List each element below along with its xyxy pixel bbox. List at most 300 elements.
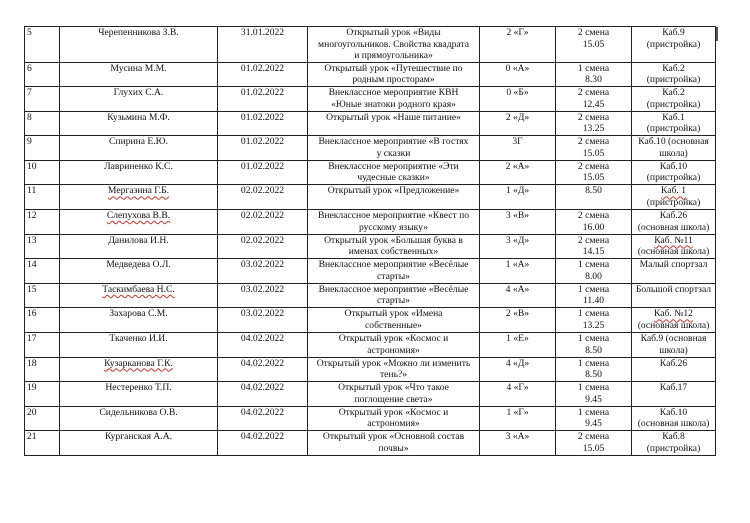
- room-cell-text: (пристройка): [646, 38, 701, 50]
- class-cell-text: 1 «Д»: [505, 185, 530, 197]
- shift-time-cell: [556, 27, 632, 63]
- shift-time-cell-text: 1 смена: [577, 62, 610, 74]
- shift-time-cell: [556, 431, 632, 456]
- table-row: [25, 431, 716, 456]
- event-cell: [308, 357, 480, 382]
- shift-time-cell: [556, 308, 632, 333]
- row-number-cell-text: 17: [27, 333, 37, 345]
- room-cell-text: Каб. №12: [654, 308, 693, 320]
- date-cell: [218, 259, 308, 284]
- event-cell: [308, 136, 480, 161]
- event-cell: [308, 27, 480, 63]
- shift-time-cell: [556, 259, 632, 284]
- teacher-name-cell: [60, 308, 218, 333]
- room-cell-text: Каб.17: [659, 382, 688, 394]
- row-number-cell-text: 19: [27, 382, 37, 394]
- teacher-name-cell: [60, 382, 218, 407]
- teacher-name-cell: [60, 160, 218, 185]
- row-number-cell: [25, 160, 60, 185]
- shift-time-cell-text: 1 смена: [577, 283, 610, 295]
- class-cell: [480, 234, 556, 259]
- teacher-name-cell: [60, 136, 218, 161]
- room-cell: [632, 283, 716, 308]
- teacher-name-cell-text: Черепенникова З.В.: [98, 27, 179, 38]
- date-cell: [218, 27, 308, 63]
- event-cell-text: и прямоугольника»: [354, 50, 433, 61]
- row-number-cell: [25, 308, 60, 333]
- table-row: [25, 259, 716, 284]
- teacher-name-cell: [60, 185, 218, 210]
- shift-time-cell-text: 15.05: [582, 147, 605, 159]
- row-number-cell-text: 10: [27, 160, 37, 172]
- shift-time-cell-text: 2 смена: [577, 431, 610, 443]
- class-cell-text: 2 «Д»: [505, 111, 530, 123]
- shift-time-cell: [556, 62, 632, 87]
- date-cell: [218, 185, 308, 210]
- class-cell: [480, 27, 556, 63]
- date-cell-text: 02.02.2022: [240, 234, 285, 246]
- teacher-name-cell: [60, 27, 218, 63]
- teacher-name-cell-text: Ткаченко И.И.: [109, 333, 168, 345]
- shift-time-cell-text: 1 смена: [577, 406, 610, 418]
- shift-time-cell-text: 13.25: [582, 319, 605, 331]
- table-row: [25, 283, 716, 308]
- shift-time-cell-text: 13.25: [582, 123, 605, 135]
- class-cell: [480, 62, 556, 87]
- event-cell: [308, 431, 480, 456]
- row-number-cell: [25, 87, 60, 112]
- date-cell: [218, 136, 308, 161]
- row-number-cell-text: 14: [27, 259, 37, 271]
- class-cell: [480, 406, 556, 431]
- teacher-name-cell-text: Захарова С.М.: [109, 308, 168, 320]
- class-cell: [480, 185, 556, 210]
- event-cell-text: Открытый урок «Что такое: [338, 382, 449, 394]
- teacher-name-cell-text: Слепухова В.В.: [106, 210, 171, 222]
- date-cell: [218, 62, 308, 87]
- date-cell: [218, 431, 308, 456]
- room-cell: [632, 234, 716, 259]
- date-cell-text: 04.02.2022: [240, 382, 285, 394]
- event-cell-text: астрономия»: [367, 344, 420, 356]
- event-cell-text: «Юные знатоки родного края»: [331, 98, 456, 110]
- event-cell-text: астрономия»: [367, 418, 420, 430]
- class-cell: [480, 283, 556, 308]
- date-cell: [218, 87, 308, 112]
- date-cell: [218, 357, 308, 382]
- shift-time-cell-text: 2 смена: [577, 136, 610, 148]
- room-cell-text: Каб.26: [659, 357, 688, 369]
- class-cell: [480, 357, 556, 382]
- event-cell-text: почвы»: [378, 442, 409, 454]
- class-cell: [480, 259, 556, 284]
- class-cell-text: 4 «А»: [505, 283, 530, 295]
- teacher-name-cell-text: Данилова И.Н.: [108, 234, 169, 246]
- date-cell-text: 04.02.2022: [240, 333, 285, 345]
- date-cell-text: 01.02.2022: [240, 111, 285, 123]
- date-cell: [218, 333, 308, 358]
- class-cell-text: 3 «А»: [505, 431, 530, 443]
- class-cell-text: 3 «В»: [505, 210, 530, 222]
- room-cell: [632, 62, 716, 87]
- event-cell-text: Внеклассное мероприятие «В гостях: [318, 136, 469, 148]
- event-cell-text: Открытый урок «Можно ли изменить: [316, 357, 471, 369]
- shift-time-cell-text: 11.40: [582, 295, 605, 307]
- shift-time-cell-text: 1 смена: [577, 308, 610, 320]
- shift-time-cell-text: 15.05: [582, 172, 605, 184]
- teacher-name-cell-text: Курганская А.А.: [104, 431, 173, 443]
- room-cell-text: Каб.8: [662, 431, 685, 443]
- row-number-cell: [25, 406, 60, 431]
- class-cell-text: 2 «А»: [505, 160, 530, 172]
- room-cell-text: Каб.10 (основная: [638, 136, 709, 148]
- row-number-cell-text: 7: [27, 87, 32, 99]
- teacher-name-cell: [60, 62, 218, 87]
- room-cell-text: (пристройка): [646, 123, 701, 135]
- shift-time-cell-text: 1 смена: [577, 333, 610, 345]
- class-cell-text: 1 «А»: [505, 259, 530, 271]
- room-cell-text: Каб.1: [662, 111, 685, 123]
- room-cell-text: Большой спортзал: [635, 283, 712, 295]
- event-cell: [308, 333, 480, 358]
- date-cell: [218, 234, 308, 259]
- class-cell: [480, 382, 556, 407]
- teacher-name-cell: [60, 431, 218, 456]
- room-cell-text: Каб.2: [662, 87, 685, 99]
- row-number-cell-text: 16: [27, 308, 37, 320]
- row-number-cell-text: 18: [27, 357, 37, 369]
- table-row: [25, 357, 716, 382]
- event-cell-text: Открытый урок «Имена: [344, 308, 443, 320]
- shift-time-cell-text: 15.05: [582, 442, 605, 454]
- room-cell: [632, 431, 716, 456]
- room-cell-text: школа): [659, 147, 688, 159]
- room-cell-text: Каб.10: [659, 406, 688, 418]
- date-cell: [218, 210, 308, 235]
- event-cell-text: многоугольников. Свойства квадрата: [318, 38, 469, 50]
- class-cell: [480, 160, 556, 185]
- shift-time-cell: [556, 185, 632, 210]
- room-cell: [632, 406, 716, 431]
- room-cell-text: (пристройка): [646, 172, 701, 184]
- date-cell: [218, 283, 308, 308]
- event-cell-text: Внеклассное мероприятие «Квест по: [317, 210, 470, 222]
- event-cell-text: старты»: [377, 295, 410, 307]
- room-cell: [632, 160, 716, 185]
- teacher-name-cell: [60, 111, 218, 136]
- class-cell-text: 0 «А»: [505, 62, 530, 74]
- class-cell: [480, 210, 556, 235]
- date-cell: [218, 382, 308, 407]
- shift-time-cell: [556, 357, 632, 382]
- date-cell-text: 01.02.2022: [240, 136, 285, 148]
- date-cell-text: 02.02.2022: [240, 210, 285, 222]
- table-row: [25, 160, 716, 185]
- row-number-cell: [25, 136, 60, 161]
- row-number-cell: [25, 185, 60, 210]
- shift-time-cell: [556, 136, 632, 161]
- row-number-cell-text: 11: [27, 185, 37, 197]
- table-row: [25, 406, 716, 431]
- class-cell-text: 3Г: [512, 136, 523, 148]
- shift-time-cell-text: 8.00: [585, 270, 602, 282]
- room-cell-text: (пристройка): [646, 98, 701, 110]
- table-row: [25, 87, 716, 112]
- class-cell-text: 4 «Д»: [505, 357, 530, 369]
- room-cell-text: Каб.2: [662, 62, 685, 74]
- row-number-cell-text: 9: [27, 136, 32, 148]
- shift-time-cell-text: 16.00: [582, 221, 605, 233]
- schedule-rows: [25, 27, 716, 456]
- shift-time-cell-text: 15.05: [582, 38, 605, 50]
- teacher-name-cell: [60, 259, 218, 284]
- shift-time-cell-text: 1 смена: [577, 382, 610, 394]
- class-cell: [480, 136, 556, 161]
- class-cell: [480, 308, 556, 333]
- shift-time-cell: [556, 382, 632, 407]
- row-number-cell: [25, 234, 60, 259]
- row-number-cell: [25, 382, 60, 407]
- row-number-cell: [25, 62, 60, 87]
- event-cell-text: у сказки: [376, 147, 411, 159]
- event-cell-text: тень?»: [379, 369, 407, 381]
- shift-time-cell-text: 14.15: [582, 246, 605, 258]
- shift-time-cell-text: 2 смена: [577, 210, 610, 222]
- shift-time-cell-text: 2 смена: [577, 27, 610, 38]
- row-number-cell: [25, 111, 60, 136]
- event-cell-text: поглощение света»: [354, 393, 433, 405]
- teacher-name-cell: [60, 210, 218, 235]
- room-cell-text: Малый спортзал: [639, 259, 708, 271]
- date-cell-text: 31.01.2022: [240, 27, 285, 38]
- room-cell: [632, 357, 716, 382]
- room-cell: [632, 185, 716, 210]
- event-cell-text: русскому языку»: [358, 221, 429, 233]
- class-cell-text: 1 «Е»: [506, 333, 529, 345]
- date-cell: [218, 406, 308, 431]
- event-cell-text: Открытый урок «Космос и: [338, 333, 449, 345]
- date-cell-text: 04.02.2022: [240, 357, 285, 369]
- row-number-cell: [25, 333, 60, 358]
- row-number-cell: [25, 259, 60, 284]
- room-cell-text: Каб.26: [659, 210, 688, 222]
- event-cell-text: Внеклассное мероприятие «Весёлые: [318, 283, 469, 295]
- page-edge-mark: [716, 27, 718, 41]
- row-number-cell-text: 21: [27, 431, 37, 443]
- date-cell-text: 02.02.2022: [240, 185, 285, 197]
- table-row: [25, 136, 716, 161]
- event-cell: [308, 111, 480, 136]
- room-cell-text: (основная школа): [637, 221, 710, 233]
- event-cell-text: именах собственных»: [348, 246, 439, 258]
- event-cell-text: Открытый урок «Основной состав: [322, 431, 465, 443]
- shift-time-cell: [556, 333, 632, 358]
- teacher-name-cell: [60, 333, 218, 358]
- room-cell: [632, 27, 716, 63]
- shift-time-cell-text: 12.45: [582, 98, 605, 110]
- shift-time-cell-text: 9.45: [585, 393, 602, 405]
- event-cell-text: старты»: [377, 270, 410, 282]
- room-cell-text: Каб.9: [662, 27, 685, 38]
- class-cell: [480, 431, 556, 456]
- room-cell-text: Каб. №11: [654, 234, 693, 246]
- table-row: [25, 111, 716, 136]
- class-cell-text: 3 «Д»: [505, 234, 530, 246]
- event-cell: [308, 62, 480, 87]
- room-cell: [632, 259, 716, 284]
- event-cell-text: Открытый урок «Космос и: [338, 406, 449, 418]
- shift-time-cell-text: 2 смена: [577, 111, 610, 123]
- class-cell: [480, 87, 556, 112]
- event-cell: [308, 160, 480, 185]
- event-cell-text: чудесные сказки»: [357, 172, 430, 184]
- room-cell-text: (пристройка): [646, 196, 701, 208]
- teacher-name-cell-text: Мергазина Г.Б.: [107, 185, 170, 197]
- class-cell-text: 2 «В»: [505, 308, 530, 320]
- teacher-name-cell-text: Медведева О.Л.: [106, 259, 171, 271]
- shift-time-cell-text: 1 смена: [577, 357, 610, 369]
- event-cell: [308, 210, 480, 235]
- shift-time-cell-text: 2 смена: [577, 160, 610, 172]
- row-number-cell-text: 5: [27, 27, 32, 38]
- shift-time-cell-text: 2 смена: [577, 234, 610, 246]
- teacher-name-cell-text: Кузьмина М.Ф.: [107, 111, 170, 123]
- row-number-cell: [25, 27, 60, 63]
- teacher-name-cell-text: Таскимбаева Н.С.: [102, 283, 175, 295]
- event-cell: [308, 259, 480, 284]
- row-number-cell-text: 13: [27, 234, 37, 246]
- date-cell: [218, 308, 308, 333]
- teacher-name-cell: [60, 283, 218, 308]
- shift-time-cell: [556, 160, 632, 185]
- date-cell-text: 03.02.2022: [240, 308, 285, 320]
- table-row: [25, 333, 716, 358]
- room-cell: [632, 87, 716, 112]
- class-cell-text: 4 «Г»: [506, 382, 529, 394]
- date-cell-text: 01.02.2022: [240, 62, 285, 74]
- table-row: [25, 210, 716, 235]
- room-cell: [632, 210, 716, 235]
- event-cell-text: Открытый урок «Наше питание»: [326, 111, 461, 123]
- room-cell-text: (основная школа): [637, 319, 710, 331]
- table-row: [25, 308, 716, 333]
- event-cell: [308, 185, 480, 210]
- shift-time-cell-text: 8.50: [585, 185, 602, 197]
- row-number-cell-text: 8: [27, 111, 32, 123]
- room-cell-text: Каб.10: [659, 160, 688, 172]
- shift-time-cell: [556, 283, 632, 308]
- table-row: [25, 27, 716, 63]
- table-row: [25, 234, 716, 259]
- row-number-cell-text: 6: [27, 62, 32, 74]
- event-cell-text: Открытый урок «Предложение»: [327, 185, 460, 197]
- row-number-cell-text: 12: [27, 210, 37, 222]
- row-number-cell: [25, 210, 60, 235]
- table-row: [25, 382, 716, 407]
- room-cell-text: Каб.9 (основная: [640, 333, 707, 345]
- row-number-cell-text: 20: [27, 406, 37, 418]
- table-row: [25, 185, 716, 210]
- class-cell-text: 0 «Б»: [506, 87, 529, 99]
- teacher-name-cell-text: Кузарканова Г.К.: [104, 357, 173, 369]
- event-cell: [308, 308, 480, 333]
- row-number-cell: [25, 431, 60, 456]
- class-cell: [480, 111, 556, 136]
- event-cell: [308, 234, 480, 259]
- teacher-name-cell-text: Глухих С.А.: [113, 87, 164, 99]
- room-cell: [632, 382, 716, 407]
- teacher-name-cell-text: Спирина Е.Ю.: [109, 136, 168, 148]
- table-row: [25, 62, 716, 87]
- room-cell-text: школа): [659, 344, 688, 356]
- date-cell-text: 04.02.2022: [240, 431, 285, 443]
- event-cell: [308, 87, 480, 112]
- room-cell-text: (пристройка): [646, 442, 701, 454]
- row-number-cell-text: 15: [27, 283, 37, 295]
- class-cell: [480, 333, 556, 358]
- room-cell-text: (основная школа): [637, 418, 710, 430]
- teacher-name-cell-text: Лавриненко К.С.: [104, 160, 173, 172]
- teacher-name-cell: [60, 357, 218, 382]
- shift-time-cell: [556, 87, 632, 112]
- shift-time-cell-text: 9.45: [585, 418, 602, 430]
- teacher-name-cell-text: Сидельникова О.В.: [99, 406, 178, 418]
- shift-time-cell: [556, 234, 632, 259]
- event-cell-text: Внеклассное мероприятие «Весёлые: [318, 259, 469, 271]
- room-cell-text: (пристройка): [646, 74, 701, 85]
- event-cell-text: собственные»: [365, 319, 422, 331]
- schedule-table: [24, 26, 716, 456]
- shift-time-cell: [556, 210, 632, 235]
- event-cell-text: Внеклассное мероприятие КВН: [328, 87, 459, 99]
- row-number-cell: [25, 357, 60, 382]
- shift-time-cell-text: 8.30: [585, 74, 602, 85]
- date-cell-text: 01.02.2022: [240, 87, 285, 99]
- room-cell: [632, 333, 716, 358]
- shift-time-cell-text: 8.50: [585, 344, 602, 356]
- event-cell-text: Внеклассное мероприятие «Эти: [328, 160, 459, 172]
- event-cell: [308, 283, 480, 308]
- teacher-name-cell-text: Мусина М.М.: [110, 62, 167, 74]
- room-cell-text: (основная школа): [637, 246, 710, 258]
- event-cell-text: Открытый урок «Большая буква в: [324, 234, 463, 246]
- room-cell: [632, 136, 716, 161]
- date-cell: [218, 160, 308, 185]
- room-cell: [632, 111, 716, 136]
- shift-time-cell: [556, 111, 632, 136]
- event-cell: [308, 406, 480, 431]
- shift-time-cell-text: 2 смена: [577, 87, 610, 99]
- date-cell-text: 03.02.2022: [240, 283, 285, 295]
- shift-time-cell-text: 8.50: [585, 369, 602, 381]
- date-cell-text: 01.02.2022: [240, 160, 285, 172]
- teacher-name-cell: [60, 234, 218, 259]
- event-cell-text: Открытый урок «Виды: [346, 27, 441, 38]
- teacher-name-cell: [60, 406, 218, 431]
- teacher-name-cell-text: Нестеренко Т.П.: [105, 382, 172, 394]
- event-cell-text: родным просторам»: [352, 74, 435, 85]
- teacher-name-cell: [60, 87, 218, 112]
- date-cell-text: 04.02.2022: [240, 406, 285, 418]
- class-cell-text: 1 «Г»: [506, 406, 529, 418]
- event-cell: [308, 382, 480, 407]
- room-cell-text: Каб. 1: [660, 185, 686, 197]
- date-cell: [218, 111, 308, 136]
- date-cell-text: 03.02.2022: [240, 259, 285, 271]
- room-cell: [632, 308, 716, 333]
- shift-time-cell-text: 1 смена: [577, 259, 610, 271]
- shift-time-cell: [556, 406, 632, 431]
